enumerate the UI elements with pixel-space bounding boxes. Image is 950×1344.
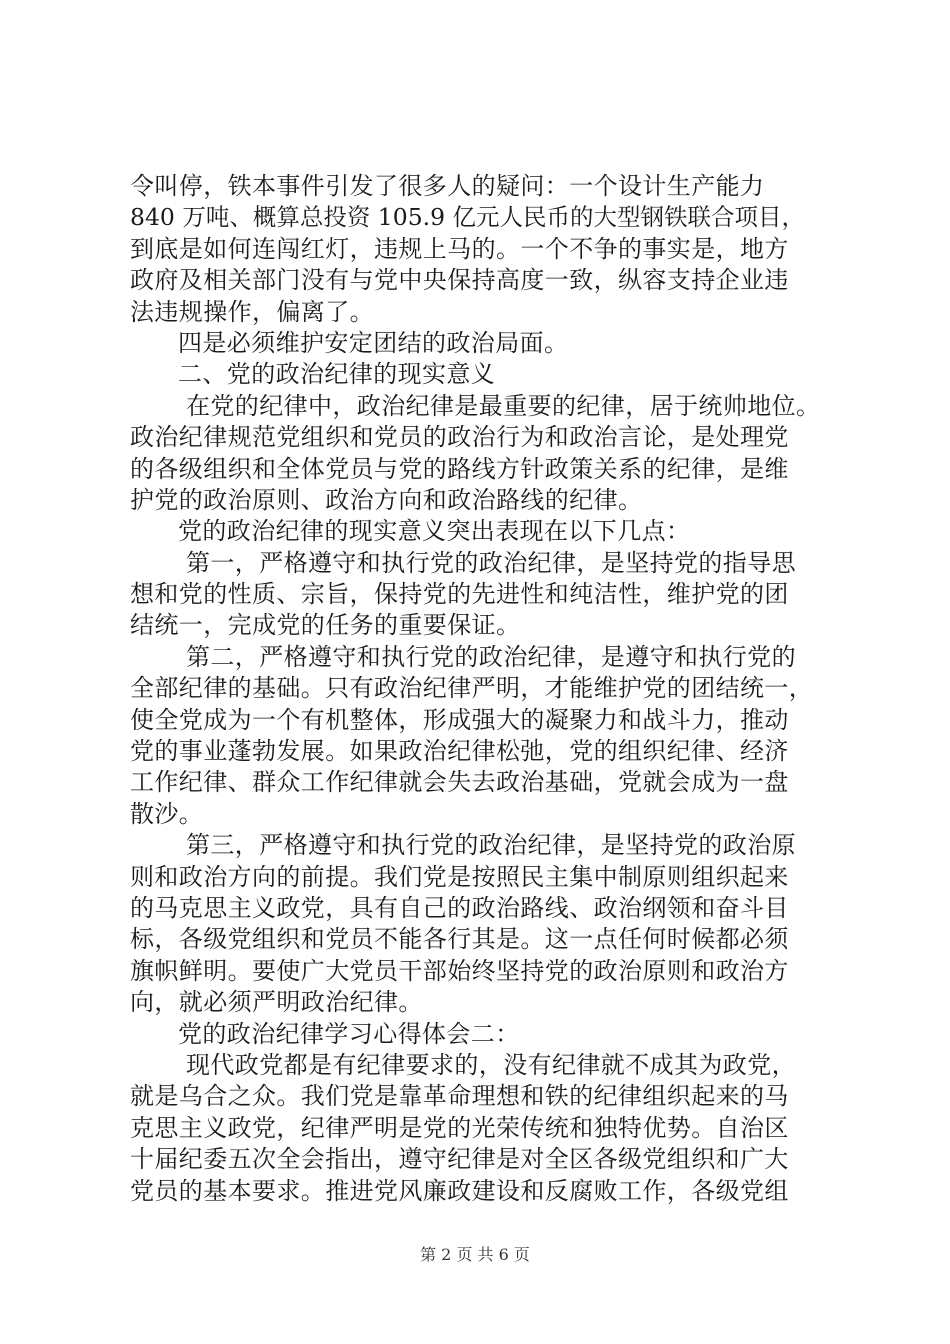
section-heading: 二、党的政治纪律的现实意义 bbox=[178, 360, 496, 389]
text-line: 四是必须维护安定团结的政治局面。 bbox=[178, 328, 569, 357]
text-line: 第一，严格遵守和执行党的政治纪律，是坚持党的指导思 bbox=[186, 548, 796, 577]
text-line: 结统一，完成党的任务的重要保证。 bbox=[130, 611, 521, 640]
text-line: 党的事业蓬勃发展。如果政治纪律松弛，党的组织纪律、经济 bbox=[130, 737, 789, 766]
text-line: 就是乌合之众。我们党是靠革命理想和铁的纪律组织起来的马 bbox=[130, 1082, 789, 1111]
text-line: 标，各级党组织和党员不能各行其是。这一点任何时候都必须 bbox=[130, 925, 789, 954]
text-line: 散沙。 bbox=[130, 799, 204, 828]
text-line: 想和党的性质、宗旨，保持党的先进性和纯洁性，维护党的团 bbox=[130, 580, 789, 609]
text-line: 第三，严格遵守和执行党的政治纪律，是坚持党的政治原 bbox=[186, 831, 796, 860]
text-line: 护党的政治原则、政治方向和政治路线的纪律。 bbox=[130, 485, 643, 514]
text-line: 向，就必须严明政治纪律。 bbox=[130, 988, 423, 1017]
text-line: 第二，严格遵守和执行党的政治纪律，是遵守和执行党的 bbox=[186, 642, 796, 671]
text-line: 党员的基本要求。推进党风廉政建设和反腐败工作，各级党组 bbox=[130, 1176, 789, 1205]
text-line: 政府及相关部门没有与党中央保持高度一致，纵容支持企业违 bbox=[130, 266, 789, 295]
document-body bbox=[130, 171, 824, 1207]
text-line: 旗帜鲜明。要使广大党员干部始终坚持党的政治原则和政治方 bbox=[130, 956, 789, 985]
text-line: 工作纪律、群众工作纪律就会失去政治基础，党就会成为一盘 bbox=[130, 768, 789, 797]
text-line: 的各级组织和全体党员与党的路线方针政策关系的纪律，是维 bbox=[130, 454, 789, 483]
text-line: 在党的纪律中，政治纪律是最重要的纪律，居于统帅地位。 bbox=[186, 391, 821, 420]
text-line: 党的政治纪律学习心得体会二： bbox=[178, 1019, 520, 1048]
text-line: 全部纪律的基础。只有政治纪律严明，才能维护党的团结统一， bbox=[130, 674, 814, 703]
text-line: 十届纪委五次全会指出，遵守纪律是对全区各级党组织和广大 bbox=[130, 1145, 789, 1174]
text-line: 现代政党都是有纪律要求的，没有纪律就不成其为政党， bbox=[186, 1050, 796, 1079]
text-line: 法违规操作，偏离了。 bbox=[130, 297, 374, 326]
text-line: 政治纪律规范党组织和党员的政治行为和政治言论，是处理党 bbox=[130, 423, 789, 452]
text-line: 的马克思主义政党，具有自己的政治路线、政治纲领和奋斗目 bbox=[130, 893, 789, 922]
page-number-footer: 第 2 页 共 6 页 bbox=[420, 1245, 530, 1264]
text-line: 到底是如何连闯红灯，违规上马的。一个不争的事实是，地方 bbox=[130, 234, 789, 263]
text-line: 克思主义政党，纪律严明是党的光荣传统和独特优势。自治区 bbox=[130, 1113, 789, 1142]
text-line: 党的政治纪律的现实意义突出表现在以下几点： bbox=[178, 517, 691, 546]
text-line: 使全党成为一个有机整体，形成强大的凝聚力和战斗力，推动 bbox=[130, 705, 789, 734]
text-line: 令叫停，铁本事件引发了很多人的疑问：一个设计生产能力 bbox=[130, 172, 765, 200]
text-line: 则和政治方向的前提。我们党是按照民主集中制原则组织起来 bbox=[130, 862, 789, 891]
text-line: 840 万吨、概算总投资 105.9 亿元人民币的大型钢铁联合项目， bbox=[130, 203, 806, 232]
